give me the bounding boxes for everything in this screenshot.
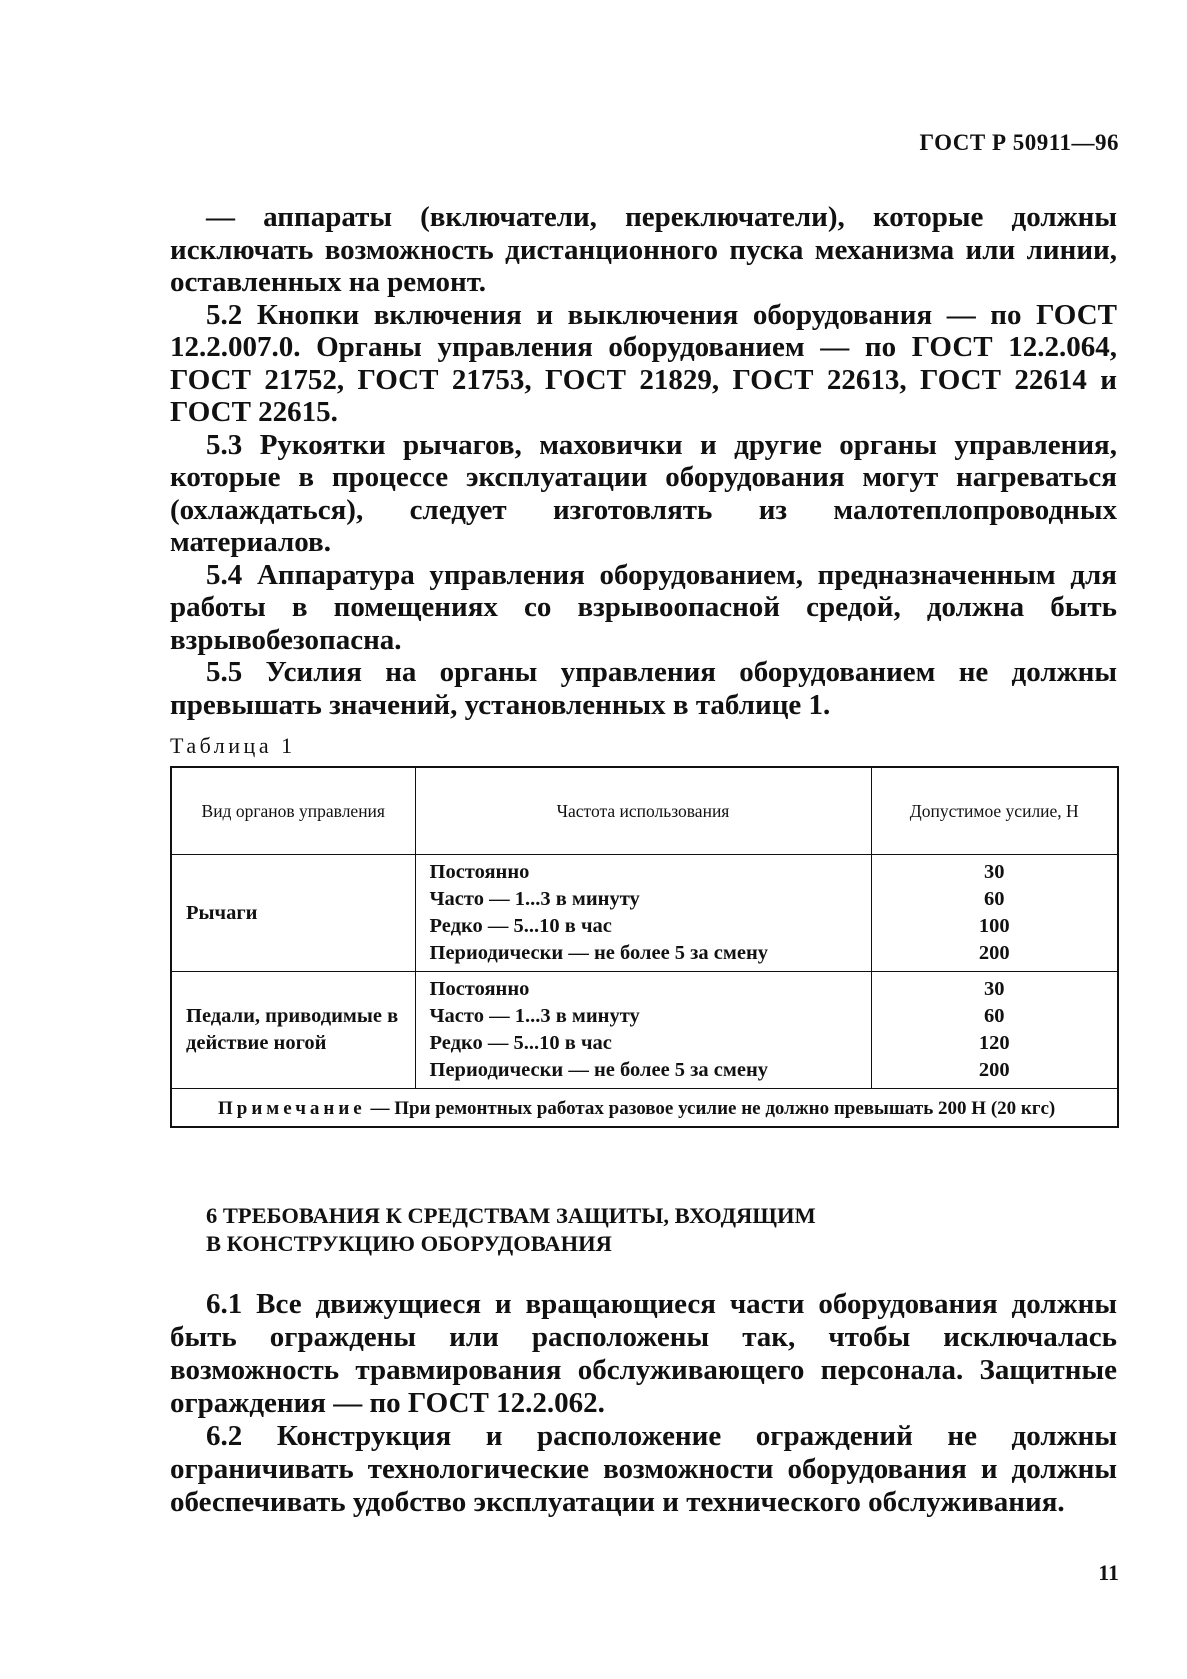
section-5-text [170,201,1117,721]
cell-frequencies [415,972,871,1089]
force-value: 60 [984,1005,1005,1027]
frequency-line: Периодически — не более 5 за смену [429,1059,769,1081]
frequency-line: Часто — 1...3 в минуту [429,1005,640,1027]
cell-control-kind: Рычаги [171,855,415,972]
paragraph-6-2: 6.2 Конструкция и расположение ограждений не должны ограничивать технологические возможности оборудования и должны обеспечивать удобство эксплуатации и технического обслуживания. [170,1420,1117,1518]
table-note-row [171,1089,1118,1128]
cell-frequencies [415,855,871,972]
table-row-pedals [171,972,1118,1089]
force-value: 100 [978,915,1010,937]
cell-forces [871,855,1118,972]
paragraph-5-2: 5.2 Кнопки включения и выключения оборудования — по ГОСТ 12.2.007.0. Органы управления оборудованием — по ГОСТ 12.2.064, ГОСТ 21752, ГОСТ 21753, ГОСТ 21829, ГОСТ 22613, ГОСТ 22614 и ГОСТ 22615. [170,298,1117,428]
paragraph-6-1: 6.1 Все движущиеся и вращающиеся части оборудования должны быть ограждены или расположены так, чтобы исключалась возможность травмирования обслуживающего персонала. Защитные ограждения — по ГОСТ 12.2.062. [170,1288,1117,1419]
section-6-heading [206,1202,816,1258]
paragraph-5-5: 5.5 Усилия на органы управления оборудованием не должны превышать значений, установленных в таблице 1. [170,656,1117,721]
frequency-line: Часто — 1...3 в минуту [429,888,640,910]
cell-forces [871,972,1118,1089]
cell-control-kind: Педали, приводимые в действие ногой [171,972,415,1089]
standard-code-header: ГОСТ Р 50911—96 [919,130,1119,155]
paragraph-apparatus: — аппараты (включатели, переключатели), которые должны исключать возможность дистанционного пуска механизма или линии, оставленных на ремонт. [170,201,1117,298]
table-1 [170,766,1117,1128]
heading-line: 6 ТРЕБОВАНИЯ К СРЕДСТВАМ ЗАЩИТЫ, ВХОДЯЩИМ [206,1203,816,1228]
frequency-line: Редко — 5...10 в час [429,1032,612,1054]
force-value: 30 [984,978,1005,1000]
paragraph-5-3: 5.3 Рукоятки рычагов, маховички и другие органы управления, которые в процессе эксплуатации оборудования могут нагреваться (охлаждаться), следует изготовлять из малотеплопроводных материалов. [170,428,1117,558]
note-text: — При ремонтных работах разовое усилие не должно превышать 200 Н (20 кгс) [365,1098,1056,1119]
frequency-line: Постоянно [429,861,530,883]
heading-line: В КОНСТРУКЦИЮ ОБОРУДОВАНИЯ [206,1231,612,1256]
force-value: 30 [984,861,1005,883]
table-header-row [171,767,1118,855]
force-value: 200 [978,1059,1010,1081]
force-value: 120 [978,1032,1010,1054]
force-value: 60 [984,888,1005,910]
table-caption: Таблица 1 [170,733,296,758]
note-label: Примечание [218,1098,366,1119]
header-control-kind: Вид органов управления [171,767,415,855]
paragraph-5-4: 5.4 Аппаратура управления оборудованием, предназначенным для работы в помещениях со взрывоопасной средой, должна быть взрывобезопасна. [170,558,1117,656]
section-6-text [170,1288,1117,1519]
table-row-levers [171,855,1118,972]
frequency-line: Редко — 5...10 в час [429,915,612,937]
frequency-line: Постоянно [429,978,530,1000]
header-usage-frequency: Частота использования [415,767,871,855]
frequency-line: Периодически — не более 5 за смену [429,942,769,964]
header-allowed-force: Допустимое усилие, Н [871,767,1118,855]
page-number: 11 [1098,1560,1119,1585]
force-value: 200 [978,942,1010,964]
table-note [171,1089,1118,1128]
